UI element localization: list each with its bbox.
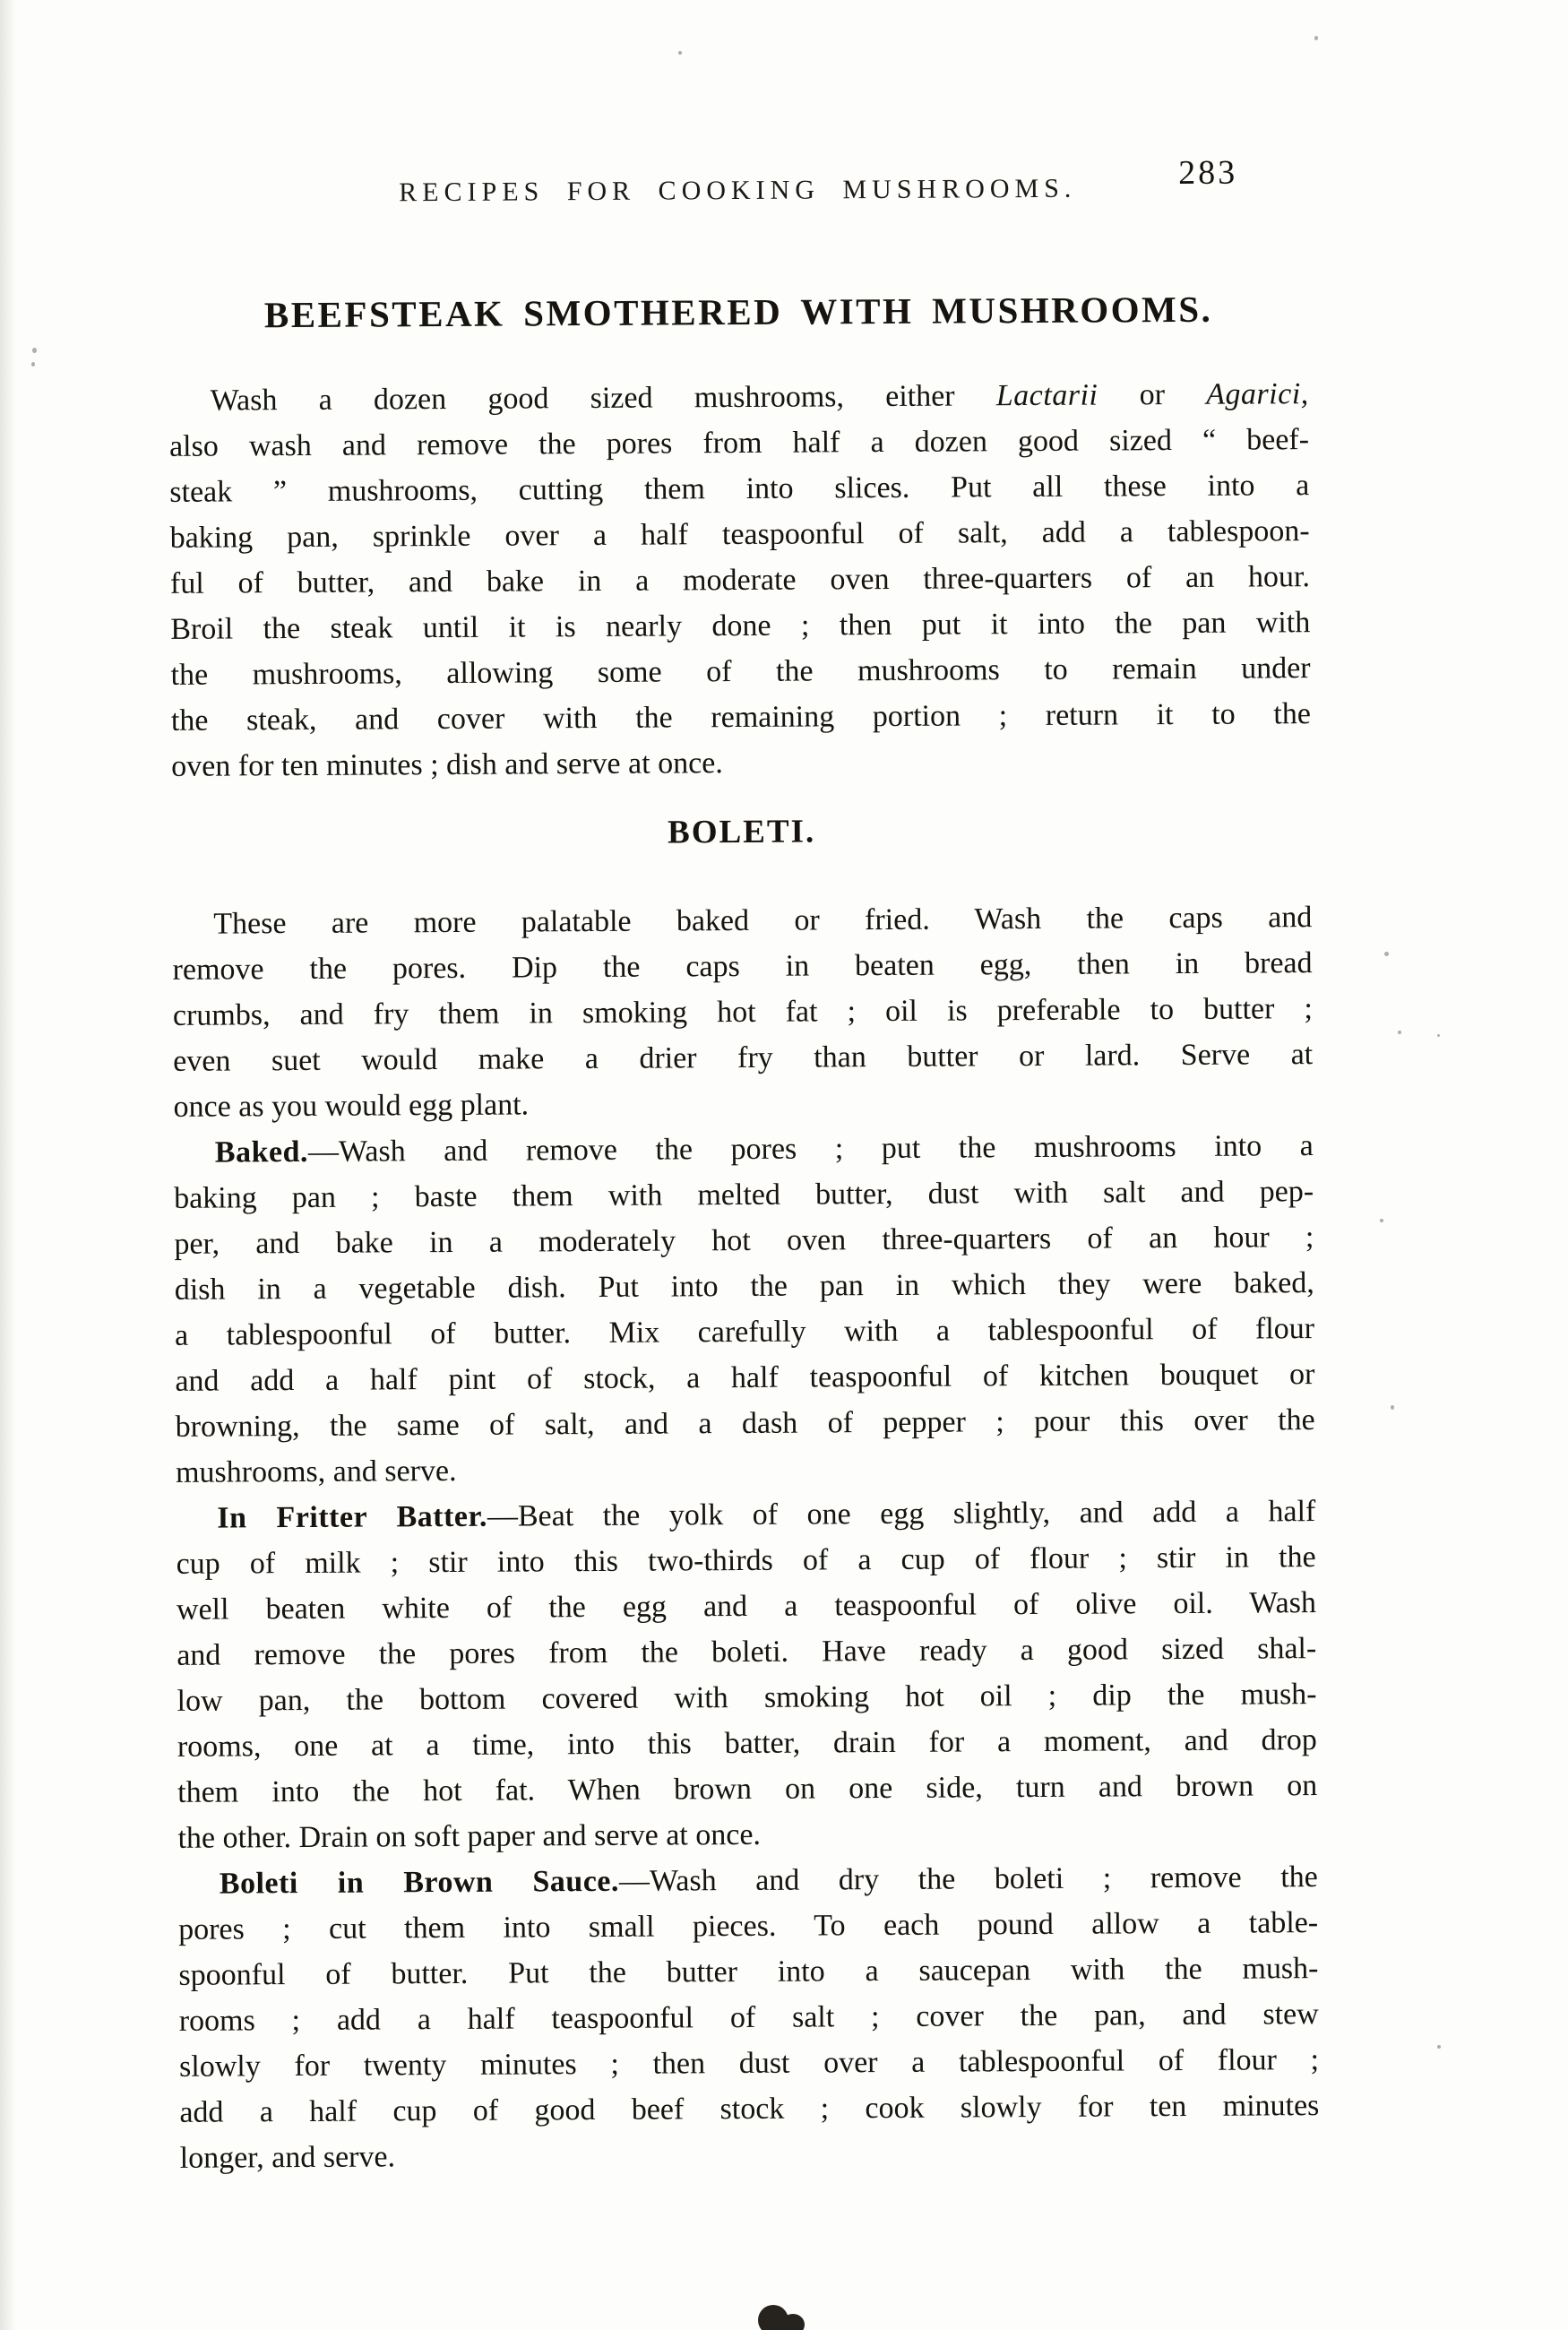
- scan-speck: [32, 348, 37, 353]
- recipe-lead-in: In Fritter Batter.: [217, 1499, 488, 1535]
- text-line: [170, 600, 1310, 652]
- scan-speck: [1398, 1031, 1401, 1034]
- text-segment: even suet would make a drier fry than butter or lard. Serve at: [173, 1038, 1314, 1078]
- text-segment: the mushrooms, allowing some of the mushrooms to remain under: [170, 652, 1311, 692]
- text-segment: the steak, and cover with the remaining portion ; return it to the: [170, 697, 1311, 738]
- text-segment: Broil the steak until it is nearly done ; then put it into the pan with: [170, 606, 1311, 646]
- text-segment: remove the pores. Dip the caps in beaten egg, then in bread: [172, 946, 1313, 987]
- text-line: [173, 1077, 1313, 1130]
- running-header-title: RECIPES FOR COOKING MUSHROOMS.: [399, 173, 1077, 208]
- text-segment: baking pan ; baste them with melted butter, dust with salt and pep-: [174, 1175, 1314, 1215]
- text-line: [171, 737, 1311, 790]
- text-line: [172, 940, 1312, 993]
- paragraph: [169, 371, 1312, 790]
- text-segment: crumbs, and fry them in smoking hot fat ; oil is preferable to butter ;: [172, 992, 1314, 1032]
- text-segment: —Wash and remove the pores ; put the mushrooms into a: [307, 1129, 1314, 1169]
- paragraph: [176, 1489, 1317, 1861]
- text-line: [179, 2083, 1319, 2136]
- text-segment: longer, and serve.: [179, 2140, 396, 2175]
- recipe-title-beefsteak: BEEFSTEAK SMOTHERED WITH MUSHROOMS.: [263, 288, 1213, 336]
- section-body-beefsteak: [169, 371, 1312, 790]
- text-line: [169, 462, 1309, 515]
- scan-speck: [1314, 36, 1318, 40]
- text-segment: baking pan, sprinkle over a half teaspoonful of salt, add a tablespoon-: [169, 514, 1310, 555]
- text-segment: a tablespoonful of butter. Mix carefully with a tablespoonful of flour: [174, 1312, 1315, 1352]
- text-line: [178, 1946, 1318, 1998]
- text-segment: pores ; cut them into small pieces. To each pound allow a table-: [178, 1906, 1319, 1946]
- text-line: [170, 554, 1310, 607]
- text-segment: mushrooms, and serve.: [175, 1454, 457, 1489]
- italic-species-name: Lactarii: [995, 378, 1098, 413]
- text-segment: low pan, the bottom covered with smoking hot oil ; dip the mush-: [177, 1678, 1317, 1718]
- text-segment: —Beat the yolk of one egg slightly, and add a half: [487, 1495, 1316, 1533]
- text-line: [169, 371, 1309, 424]
- text-line: [178, 1900, 1318, 1953]
- text-segment: cup of milk ; stir into this two-thirds of a cup of flour ; stir in the: [176, 1540, 1316, 1581]
- text-segment: browning, the same of salt, and a dash of pepper ; pour this over the: [175, 1403, 1315, 1444]
- text-line: [177, 1626, 1316, 1678]
- recipe-lead-in: Baked.: [214, 1135, 309, 1169]
- text-line: [176, 1443, 1315, 1496]
- text-segment: slowly for twenty minutes ; then dust over a tablespoonful of flour ;: [178, 2043, 1320, 2084]
- scan-speck: [1384, 952, 1389, 956]
- scan-edge-shadow: [0, 0, 16, 2330]
- scan-speck: [1391, 1405, 1394, 1410]
- page-number: 283: [1178, 153, 1238, 192]
- text-segment: ful of butter, and bake in a moderate oven three-quarters of an hour.: [169, 560, 1311, 600]
- running-header: [168, 172, 1307, 210]
- section-body-boleti: [172, 894, 1320, 2181]
- text-line: [178, 1854, 1318, 1907]
- text-line: [169, 508, 1309, 561]
- text-segment: and remove the pores from the boleti. Have ready a good sized shal-: [177, 1632, 1317, 1672]
- text-segment: once as you would egg plant.: [173, 1088, 530, 1124]
- text-line: [177, 1580, 1316, 1633]
- text-line: [173, 986, 1313, 1039]
- text-line: [177, 1717, 1317, 1770]
- text-line: [175, 1351, 1314, 1404]
- text-line: [175, 1260, 1314, 1313]
- text-segment: spoonful of butter. Put the butter into a saucepan with the mush-: [178, 1952, 1319, 1992]
- paragraph: [178, 1854, 1320, 2181]
- paragraph: [174, 1123, 1315, 1496]
- text-line: [174, 1169, 1314, 1221]
- text-line: [176, 1534, 1315, 1587]
- text-line: [177, 1763, 1317, 1816]
- text-line: [177, 1808, 1317, 1861]
- text-segment: steak ” mushrooms, cutting them into slices. Put all these into a: [169, 469, 1310, 509]
- text-line: [175, 1306, 1314, 1359]
- text-segment: well beaten white of the egg and a teaspoonful of olive oil. Wash: [176, 1586, 1317, 1627]
- text-segment: them into the hot fat. When brown on one side, turn and brown on: [177, 1769, 1318, 1809]
- text-segment: dish in a vegetable dish. Put into the pan in which they were baked,: [174, 1266, 1314, 1307]
- text-line: [176, 1489, 1315, 1541]
- scan-speck: [1380, 1219, 1383, 1222]
- text-line: [176, 1397, 1315, 1450]
- text-segment: —Wash and dry the boleti ; remove the: [618, 1860, 1318, 1898]
- scan-speck: [31, 362, 35, 367]
- text-line: [177, 1671, 1316, 1724]
- text-line: [169, 417, 1309, 470]
- text-line: [174, 1123, 1314, 1176]
- section-heading-boleti: BOLETI.: [667, 813, 816, 851]
- scan-speck: [1437, 1034, 1440, 1037]
- scan-speck: [1437, 2045, 1441, 2049]
- text-segment: Wash a dozen good sized mushrooms, either: [210, 379, 996, 418]
- text-segment: add a half cup of good beef stock ; cook slowly for ten minutes: [179, 2089, 1320, 2129]
- text-segment: rooms, one at a time, into this batter, drain for a moment, and drop: [177, 1723, 1317, 1764]
- text-segment: rooms ; add a half teaspoonful of salt ; cover the pan, and stew: [178, 1998, 1319, 2038]
- text-segment: These are more palatable baked or fried. Wash the caps and: [213, 901, 1313, 941]
- text-segment: the other. Drain on soft paper and serve at once.: [177, 1817, 762, 1855]
- text-line: [180, 2128, 1320, 2181]
- text-segment: and add a half pint of stock, a half teaspoonful of kitchen bouquet or: [175, 1358, 1315, 1398]
- text-line: [173, 1031, 1313, 1084]
- text-line: [172, 894, 1312, 947]
- text-line: [171, 691, 1311, 744]
- text-line: [179, 1991, 1319, 2044]
- text-segment: also wash and remove the pores from half a dozen good sized “ beef-: [168, 423, 1310, 463]
- text-segment: or: [1098, 377, 1207, 412]
- italic-species-name: Agarici,: [1206, 377, 1309, 411]
- text-segment: per, and bake in a moderately hot oven three-quarters of an hour ;: [174, 1221, 1314, 1261]
- scan-blot: [781, 2314, 805, 2330]
- recipe-lead-in: Boleti in Brown Sauce.: [219, 1864, 620, 1901]
- text-line: [174, 1214, 1314, 1267]
- text-line: [179, 2037, 1319, 2090]
- text-line: [170, 645, 1310, 698]
- text-segment: oven for ten minutes ; dish and serve at once.: [171, 746, 723, 783]
- paragraph: [172, 894, 1314, 1130]
- page-content: [167, 0, 1320, 2181]
